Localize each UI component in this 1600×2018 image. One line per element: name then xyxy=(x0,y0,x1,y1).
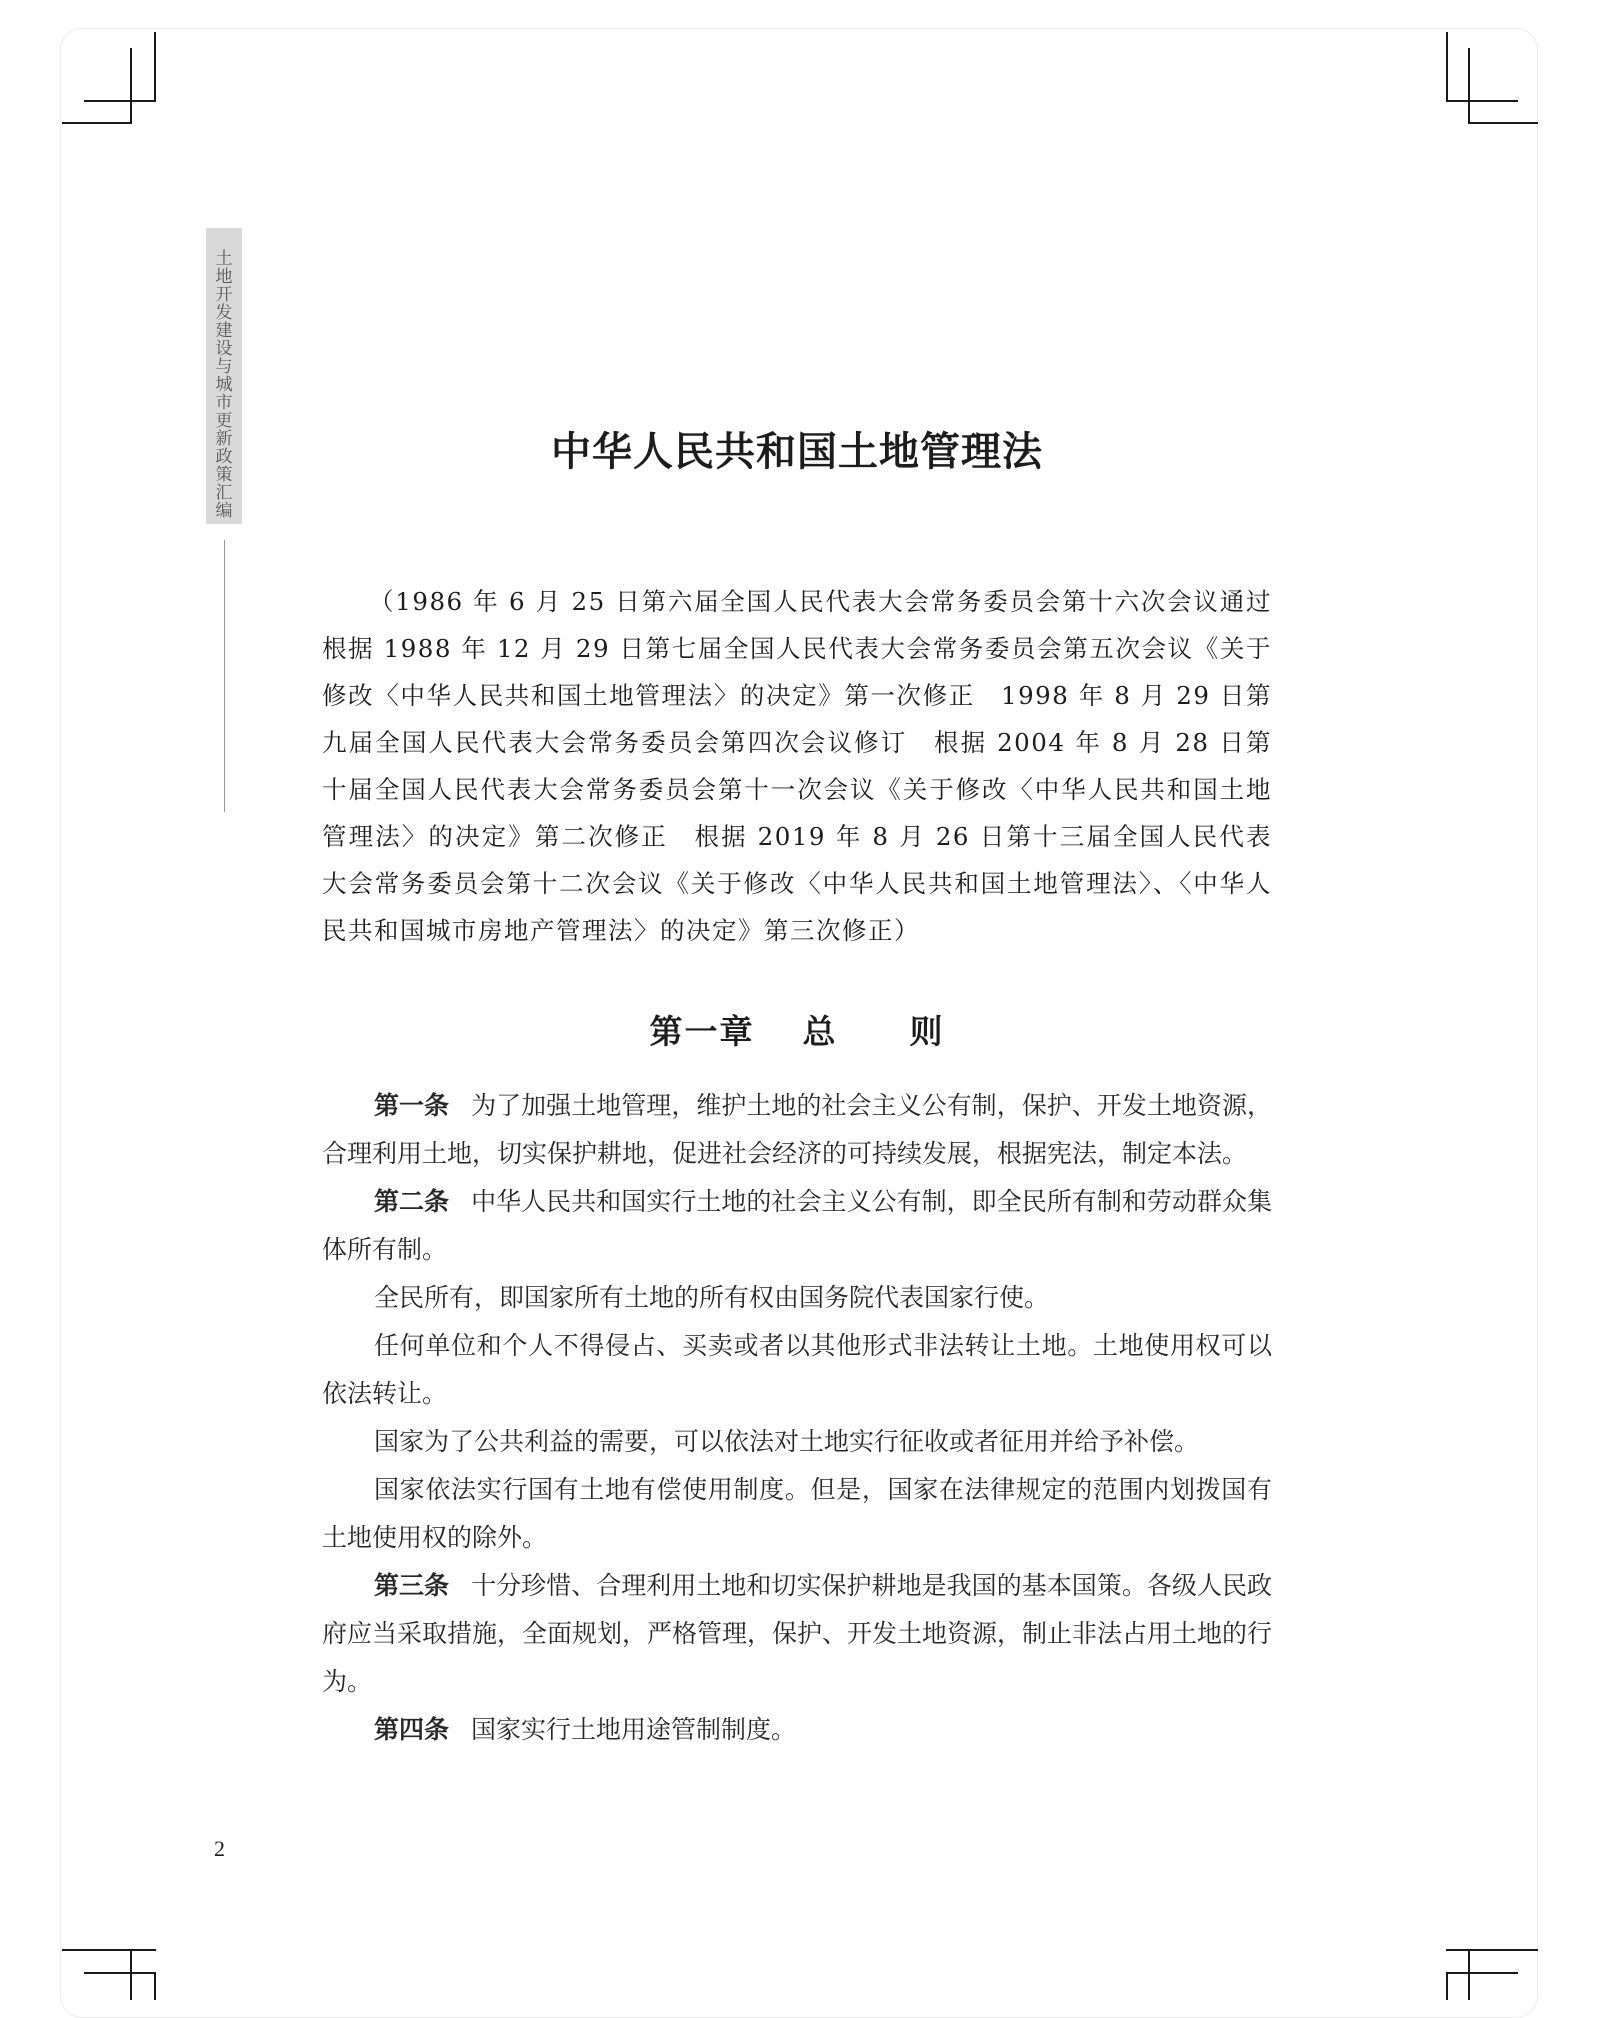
article-label: 第一条 xyxy=(374,1091,450,1120)
side-divider xyxy=(224,540,225,812)
chapter-name-part2: 则 xyxy=(909,1012,945,1051)
article-paragraph xyxy=(322,1322,1272,1418)
article-text: 国家实行土地用途管制制度。 xyxy=(471,1715,797,1744)
document-title: 中华人民共和国土地管理法 xyxy=(551,429,1043,475)
article-text: 任何单位和个人不得侵占、买卖或者以其他形式非法转让土地。土地使用权可以依法转让。 xyxy=(322,1331,1272,1408)
article-text: 为了加强土地管理，维护土地的社会主义公有制，保护、开发土地资源，合理利用土地，切实保护耕地，促进社会经济的可持续发展，根据宪法，制定本法。 xyxy=(322,1091,1272,1168)
article-paragraph xyxy=(322,1562,1272,1706)
article-text: 国家为了公共利益的需要，可以依法对土地实行征收或者征用并给予补偿。 xyxy=(374,1427,1200,1456)
article-text: 全民所有，即国家所有土地的所有权由国务院代表国家行使。 xyxy=(374,1283,1050,1312)
page-number: 2 xyxy=(214,1836,225,1861)
crop-mark xyxy=(1468,122,1538,124)
article-label: 第三条 xyxy=(374,1571,450,1600)
article-paragraph xyxy=(322,1706,1272,1754)
chapter-name-part1: 总 xyxy=(802,1012,838,1051)
legislative-history: （1986 年 6 月 25 日第六届全国人民代表大会常务委员会第十六次会议通过 根据 1988 年 12 月 29 日第七届全国人民代表大会常务委员会第五次会议《关于修改〈中华人民共和国土地管理法〉的决定》第一次修正 1998 年 8 月 29 日第九届全国人民代表大会常务委员会第四次会议修订 根据 2004 年 8 月 28 日第十届全国人民代表大会常务委员会第十一次会议《关于修改〈中华人民共和国土地管理法〉的决定》第二次修正 根据 2019 年 8 月 26 日第十三届全国人民代表大会常务委员会第十二次会议《关于修改〈中华人民共和国土地管理法〉、〈中华人民共和国城市房地产管理法〉的决定》第三次修正） xyxy=(322,587,1298,945)
article-label: 第四条 xyxy=(374,1715,450,1744)
crop-mark xyxy=(1446,1972,1518,1974)
chapter-number: 第一章 xyxy=(649,1012,755,1051)
crop-mark xyxy=(1446,100,1518,102)
crop-mark xyxy=(154,32,156,102)
article-paragraph xyxy=(322,1466,1272,1562)
article-text: 十分珍惜、合理利用土地和切实保护耕地是我国的基本国策。各级人民政府应当采取措施，全面规划，严格管理，保护、开发土地资源，制止非法占用土地的行为。 xyxy=(322,1571,1273,1696)
crop-mark xyxy=(1446,32,1448,102)
article-text: 国家依法实行国有土地有偿使用制度。但是，国家在法律规定的范围内划拨国有土地使用权的除外。 xyxy=(322,1475,1272,1552)
article-list xyxy=(322,1082,1272,1754)
crop-mark xyxy=(130,48,132,124)
side-tab-text: 土地开发建设与城市更新政策汇编 xyxy=(215,249,233,521)
article-paragraph xyxy=(322,1418,1272,1466)
crop-mark xyxy=(84,1972,156,1974)
side-tab xyxy=(206,228,242,524)
chapter-heading xyxy=(322,1002,1272,1062)
crop-mark xyxy=(1446,1972,1448,2000)
crop-mark xyxy=(1446,1949,1538,1951)
article-paragraph xyxy=(322,1274,1272,1322)
page-content xyxy=(322,420,1298,1754)
article-text: 中华人民共和国实行土地的社会主义公有制，即全民所有制和劳动群众集体所有制。 xyxy=(322,1187,1272,1264)
article-paragraph xyxy=(322,1082,1272,1178)
article-paragraph xyxy=(322,1178,1272,1274)
crop-mark xyxy=(62,1949,156,1951)
crop-mark xyxy=(84,100,156,102)
crop-mark xyxy=(154,1972,156,2000)
crop-mark xyxy=(1468,48,1470,124)
crop-mark xyxy=(130,1949,132,2000)
crop-mark xyxy=(1468,1949,1470,2000)
crop-mark xyxy=(62,122,132,124)
article-label: 第二条 xyxy=(374,1187,450,1216)
